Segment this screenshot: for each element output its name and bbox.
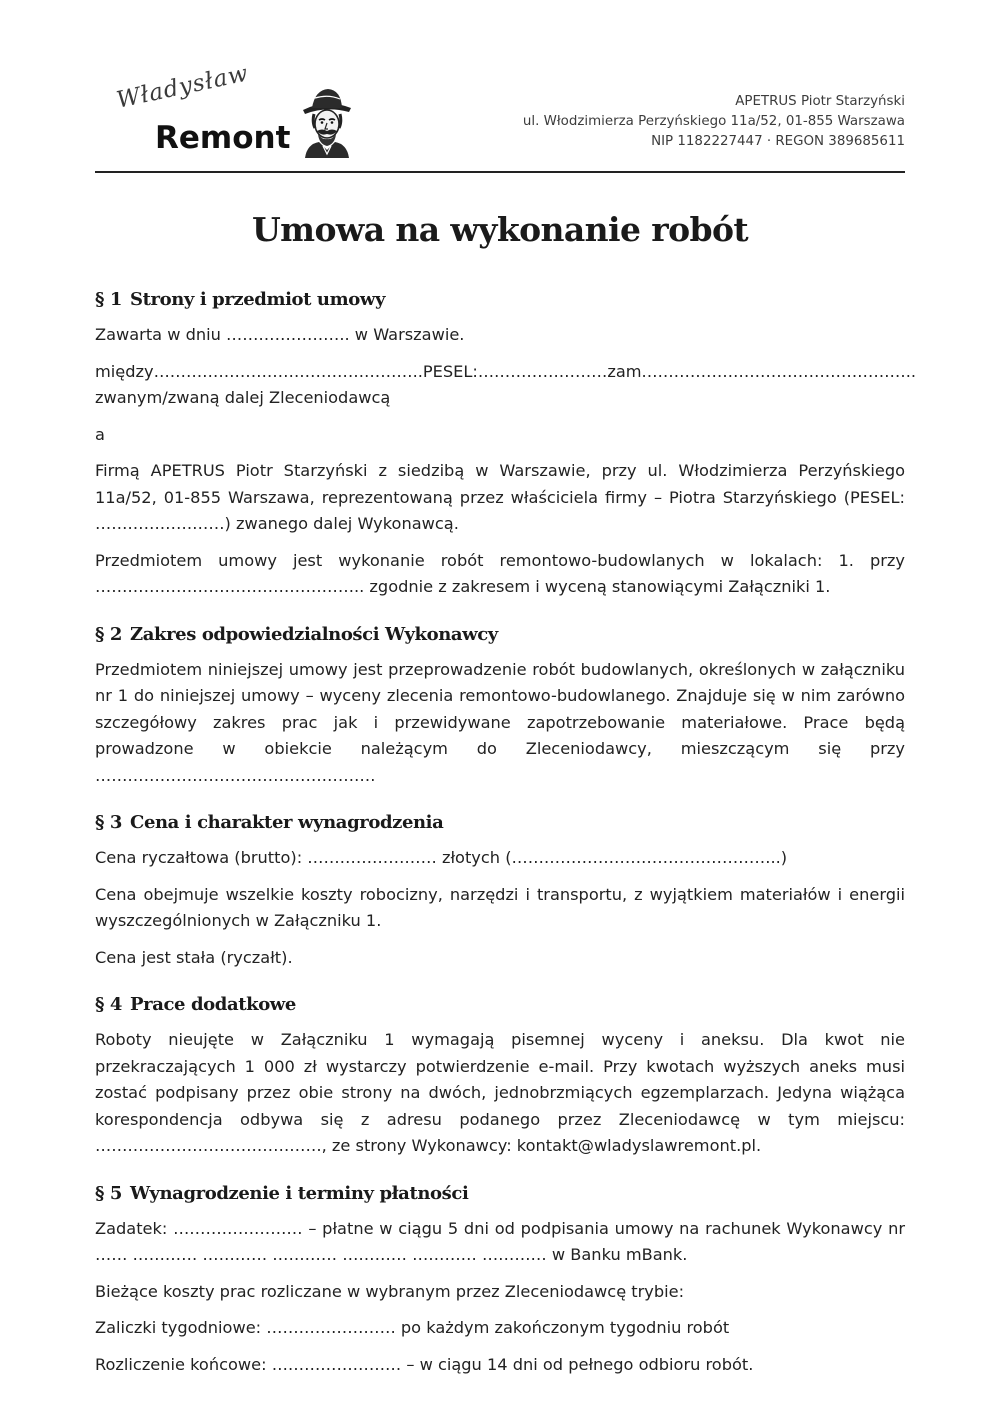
- section-4-title: Prace dodatkowe: [130, 994, 296, 1015]
- section-3-title: Cena i charakter wynagrodzenia: [130, 812, 444, 833]
- section-3-fixed-price: Cena jest stała (ryczałt).: [95, 947, 293, 967]
- logo-brand-text: Remont: [155, 120, 291, 156]
- company-address: ul. Włodzimierza Perzyńskiego 11a/52, 01-855 Warszawa: [522, 114, 905, 129]
- section-2-title: Zakres odpowiedzialności Wykonawcy: [130, 623, 498, 645]
- section-1-title: Strony i przedmiot umowy: [130, 289, 386, 310]
- header-divider: [95, 171, 905, 173]
- section-1-client-definition: zwanym/zwaną dalej Zleceniodawcą: [95, 388, 391, 407]
- section-4-heading: [95, 991, 905, 1019]
- section-1-contractor-paragraph: Firmą APETRUS Piotr Starzyński z siedzibą w Warszawie, przy ul. Włodzimierza Perzyńskiego 11a/52, 01-855 Warszawa, reprezentowaną przez właściciela firmy – Piotra Starzyńskiego (PESEL: ……………………) zwanego dalej Wykonawcą.: [95, 461, 905, 533]
- section-4-paragraph: Roboty nieujęte w Załączniku 1 wymagają pisemnej wyceny i aneksu. Dla kwot nie przekraczających 1 000 zł wystarczy potwierdzenie e-mail. Przy kwotach wyższych aneks musi zostać podpisany przez obie strony na dwóch, jednobrzmiących egzemplarzach. Jedyna wiążąca korespondencja odbywa się z adresu podanego przez Zleceniodawcę w tym miejscu: ……………………………………, ze strony Wykonawcy: kontakt@wladyslawremont.pl.: [95, 1030, 905, 1155]
- section-3-price-line: Cena ryczałtowa (brutto): …………………… złotych (…………………………………………..): [95, 848, 788, 867]
- section-3-heading: [95, 809, 905, 837]
- party-between-label: między: [95, 361, 154, 381]
- section-5-final-settlement: Rozliczenie końcowe: …………………… – w ciągu 14 dni od pełnego odbioru robót.: [95, 1354, 754, 1374]
- section-4-number: § 4: [95, 994, 123, 1015]
- page-header: [95, 60, 905, 172]
- company-info: [523, 92, 905, 152]
- section-5-deposit: Zadatek: …………………… – płatne w ciągu 5 dni od podpisania umowy na rachunek Wykonawcy nr …… ………… ………… ………… ………… ………… ………… w Banku mBank.: [95, 1218, 905, 1264]
- section-1-and: a: [95, 424, 105, 444]
- section-1-party-line: [95, 359, 916, 386]
- party-address-blank: …………………………………………..: [646, 361, 916, 381]
- party-address-label: zam.: [607, 361, 647, 381]
- company-name: APETRUS Piotr Starzyński: [735, 94, 905, 109]
- section-1-heading: [95, 286, 905, 314]
- section-1-subject-paragraph: Przedmiotem umowy jest wykonanie robót remontowo-budowlanych w lokalach: 1. przy ………………………………………….. zgodnie z zakresem i wyceną stanowiącymi Załączniki 1.: [95, 550, 905, 596]
- section-2-heading: [95, 621, 905, 649]
- company-ids: NIP 1182227447 · REGON 389685611: [651, 134, 905, 149]
- portrait-icon: [295, 84, 357, 158]
- section-2-number: § 2: [95, 623, 123, 645]
- section-3-price-scope: Cena obejmuje wszelkie koszty robocizny, narzędzi i transportu, z wyjątkiem materiałów i energii wyszczególnionych w Załączniku 1.: [95, 884, 905, 930]
- section-2-paragraph: Przedmiotem niniejszej umowy jest przeprowadzenie robót budowlanych, określonych w załączniku nr 1 do niniejszej umowy – wyceny zlecenia remontowo-budowlanego. Znajduje się w nim zarówno szczegółowy zakres prac jak i przewidywane zapotrzebowanie materiałowe. Prace będą prowadzone w obiekcie należącym do Zleceniodawcy, mieszczącym się przy …………………………………………….: [95, 659, 905, 785]
- party-pesel-blank: ……………………: [477, 361, 608, 381]
- party-pesel-label: PESEL:: [422, 361, 478, 381]
- section-3-number: § 3: [95, 812, 123, 833]
- section-5-number: § 5: [95, 1182, 123, 1204]
- section-1-number: § 1: [95, 289, 123, 310]
- section-5-heading: [95, 1180, 905, 1208]
- section-1-date-line: Zawarta w dniu ………………….. w Warszawie.: [95, 325, 465, 344]
- logo-script-text: Władysław: [114, 60, 251, 114]
- company-logo: [114, 60, 437, 160]
- section-5-payment-mode: Bieżące koszty prac rozliczane w wybranym przez Zleceniodawcę trybie:: [95, 1281, 685, 1301]
- section-5-title: Wynagrodzenie i terminy płatności: [130, 1182, 469, 1204]
- document-body: [95, 286, 916, 1378]
- section-5-weekly-advances: Zaliczki tygodniowe: …………………… po każdym zakończonym tygodniu robót: [95, 1318, 730, 1337]
- document-title: Umowa na wykonanie robót: [251, 210, 749, 249]
- party-name-blank: …………………………………………..: [153, 361, 423, 381]
